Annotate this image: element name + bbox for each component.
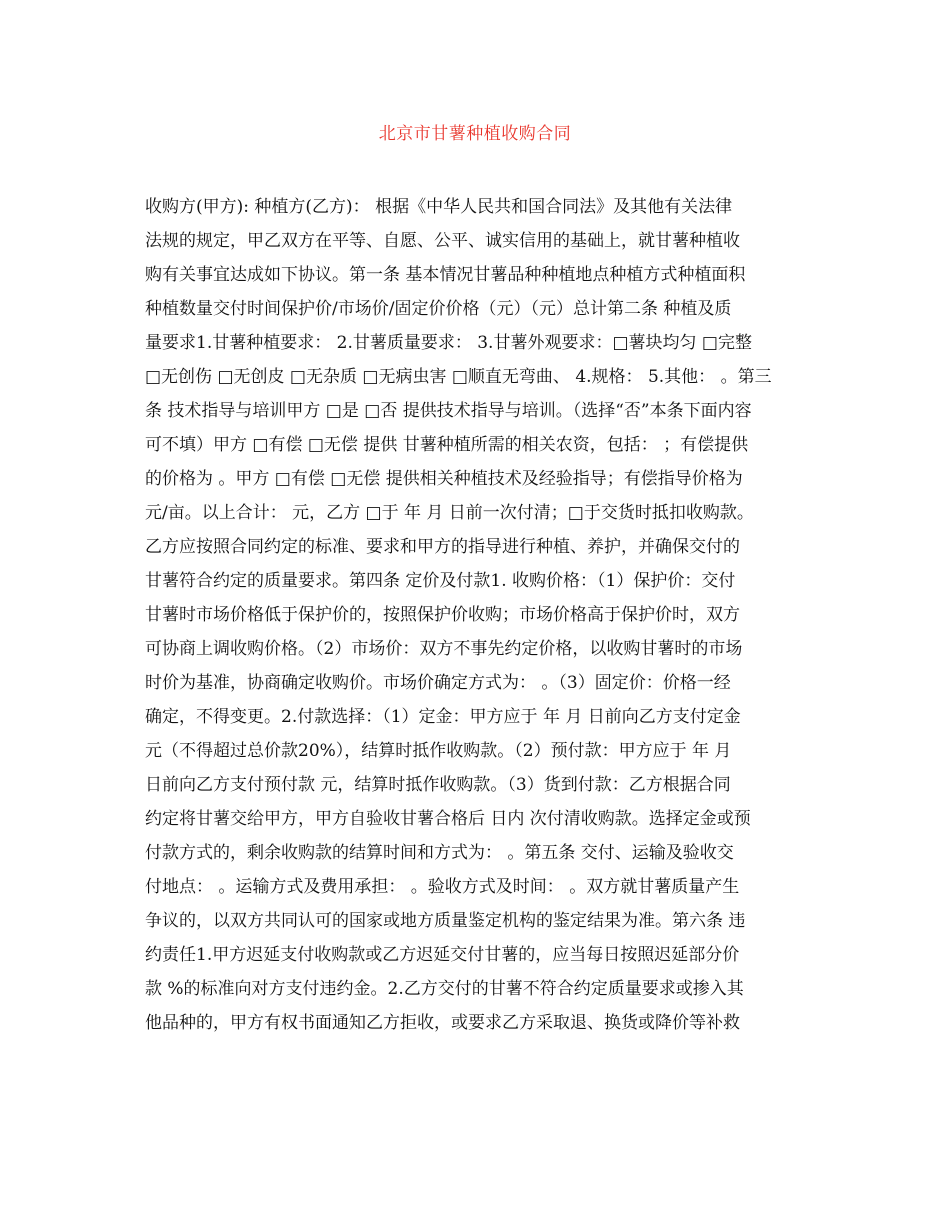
body-line: □无创伤 □无创皮 □无杂质 □无病虫害 □顺直无弯曲、 4.规格： 5.其他： 。第三 <box>145 367 772 387</box>
body-line: 款 %的标准向对方支付违约金。2.乙方交付的甘薯不符合约定质量要求或掺入其 <box>145 979 744 999</box>
body-line: 甘薯时市场价格低于保护价的，按照保护价收购；市场价格高于保护价时，双方 <box>145 605 740 625</box>
document-body <box>145 190 810 1040</box>
body-line: 条 技术指导与培训甲方 □是 □否 提供技术指导与培训。（选择“否”本条下面内容 <box>145 401 752 421</box>
body-line: 付地点： 。运输方式及费用承担： 。验收方式及时间： 。双方就甘薯质量产生 <box>145 877 740 897</box>
body-line: 收购方(甲方): 种植方(乙方)： 根据《中华人民共和国合同法》及其他有关法律 <box>145 197 733 217</box>
body-line: 的价格为 。甲方 □有偿 □无偿 提供相关种植技术及经验指导；有偿指导价格为 <box>145 469 743 489</box>
body-line: 甘薯符合约定的质量要求。第四条 定价及付款1. 收购价格：（1）保护价：交付 <box>145 571 736 591</box>
body-line: 量要求1.甘薯种植要求： 2.甘薯质量要求： 3.甘薯外观要求：□薯块均匀 □完整 <box>145 333 752 353</box>
body-line: 元/亩。以上合计： 元，乙方 □于 年 月 日前一次付清；□于交货时抵扣收购款。 <box>145 503 754 523</box>
body-line: 可协商上调收购价格。（2）市场价：双方不事先约定价格，以收购甘薯时的市场 <box>145 639 743 659</box>
body-line: 付款方式的，剩余收购款的结算时间和方式为： 。第五条 交付、运输及验收交 <box>145 843 734 863</box>
body-line: 购有关事宜达成如下协议。第一条 基本情况甘薯品种种植地点种植方式种植面积 <box>145 265 746 285</box>
body-line: 他品种的，甲方有权书面通知乙方拒收，或要求乙方采取退、换货或降价等补救 <box>145 1013 740 1033</box>
body-line: 争议的，以双方共同认可的国家或地方质量鉴定机构的鉴定结果为准。第六条 违 <box>145 911 746 931</box>
body-line: 时价为基准，协商确定收购价。市场价确定方式为： 。（3）固定价：价格一经 <box>145 673 731 693</box>
body-line: 法规的规定，甲乙双方在平等、自愿、公平、诚实信用的基础上，就甘薯种植收 <box>145 231 740 251</box>
body-line: 元（不得超过总价款20%），结算时抵作收购款。（2）预付款：甲方应于 年 月 <box>145 741 732 761</box>
body-line: 约定将甘薯交给甲方，甲方自验收甘薯合格后 日内 次付清收购款。选择定金或预 <box>145 809 751 829</box>
body-line: 日前向乙方支付预付款 元，结算时抵作收购款。（3）货到付款：乙方根据合同 <box>145 775 731 795</box>
body-line: 可不填）甲方 □有偿 □无偿 提供 甘薯种植所需的相关农资，包括： ；有偿提供 <box>145 435 749 455</box>
document-title: 北京市甘薯种植收购合同 <box>378 124 572 144</box>
body-line: 确定，不得变更。2.付款选择：（1）定金：甲方应于 年 月 日前向乙方支付定金 <box>145 707 741 727</box>
body-line: 种植数量交付时间保护价/市场价/固定价价格（元）（元）总计第二条 种植及质 <box>145 299 732 319</box>
body-line: 约责任1.甲方迟延支付收购款或乙方迟延交付甘薯的，应当每日按照迟延部分价 <box>145 945 740 965</box>
body-line: 乙方应按照合同约定的标准、要求和甲方的指导进行种植、养护，并确保交付的 <box>145 537 740 557</box>
